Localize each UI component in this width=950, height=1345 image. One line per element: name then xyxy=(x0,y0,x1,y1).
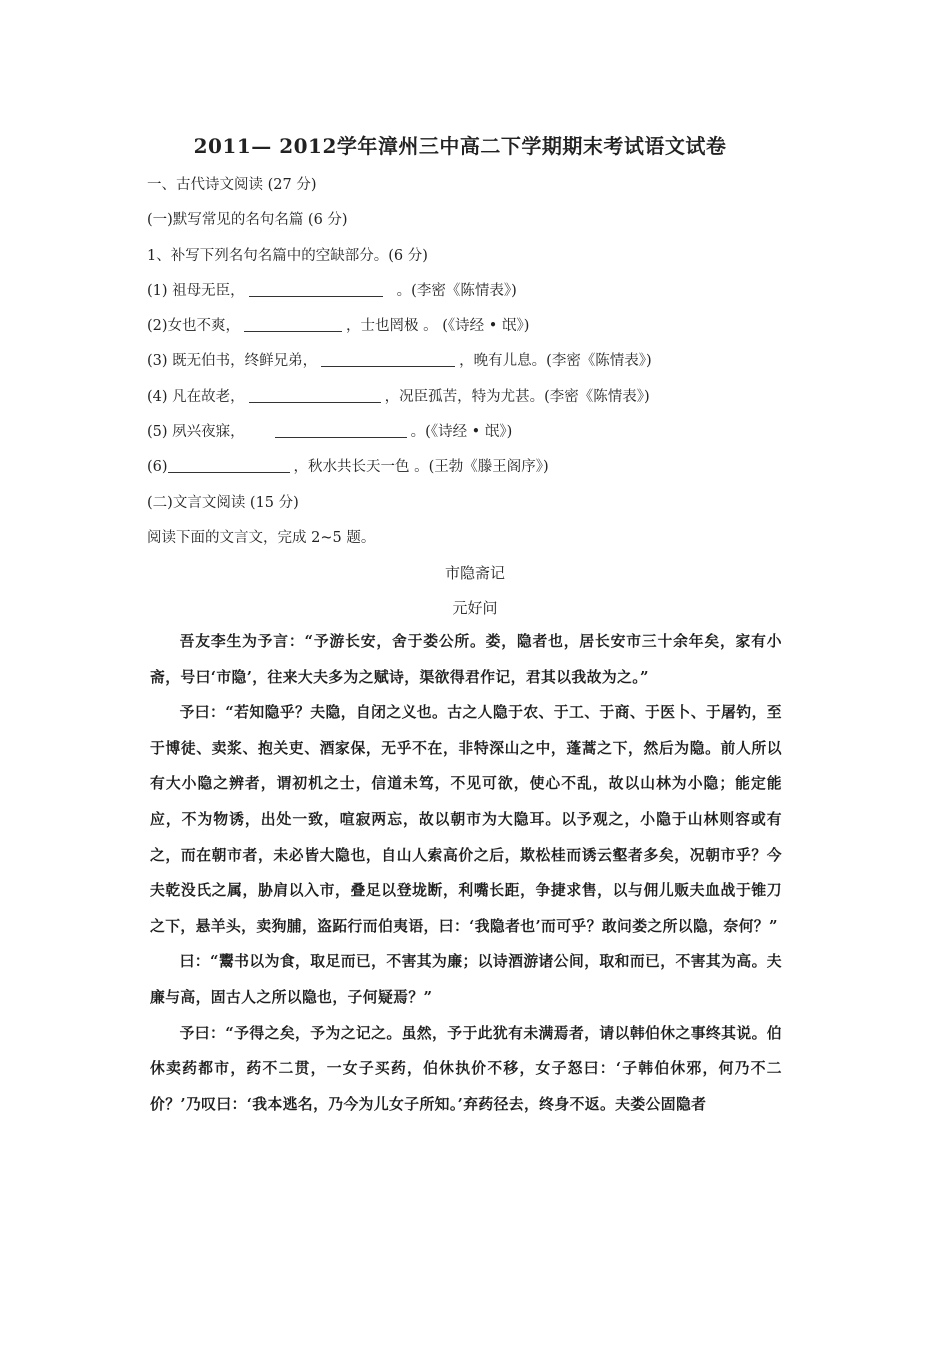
essay-title: 市隐斋记 xyxy=(444,564,505,582)
item-prefix: (5) 夙兴夜寐， xyxy=(147,424,245,440)
reading-instruction: 阅读下面的文言文，完成 2~5 题。 xyxy=(147,530,376,546)
item-prefix: (6) xyxy=(147,459,168,475)
fill-item-2 xyxy=(147,314,529,335)
essay-paragraph: 曰：“鬻书以为食，取足而已，不害其为廉；以诗酒游诸公间，取和而已，不害其为高。夫廉与高，固古人之所以隐也，子何疑焉？” xyxy=(150,953,782,1006)
fill-item-5 xyxy=(147,420,512,441)
fill-item-3 xyxy=(147,349,652,370)
answer-blank[interactable] xyxy=(249,388,381,404)
item-prefix: (2)女也不爽， xyxy=(147,318,241,334)
answer-blank[interactable] xyxy=(275,423,407,439)
item-suffix: ，秋水共长天一色 。(王勃《滕王阁序》) xyxy=(293,459,549,475)
item-suffix: 。(《诗经 • 氓》) xyxy=(410,424,513,440)
answer-blank[interactable] xyxy=(321,352,455,368)
question-1: 1、补写下列名句名篇中的空缺部分。(6 分) xyxy=(147,248,428,264)
fill-item-4 xyxy=(147,385,650,406)
item-suffix: ，士也罔极 。 (《诗经 • 氓》) xyxy=(346,318,530,334)
section-heading: 一、古代诗文阅读 (27 分) xyxy=(147,177,317,193)
item-prefix: (4) 凡在故老， xyxy=(147,389,245,405)
answer-blank[interactable] xyxy=(244,317,342,333)
item-prefix: (1) 祖母无臣， xyxy=(147,283,245,299)
essay-body xyxy=(150,624,782,1122)
essay-paragraph: 予曰：“予得之矣，予为之记之。虽然，予于此犹有未满焉者，请以韩伯休之事终其说。伯休卖药都市，药不二贯，一女子买药，伯休执价不移，女子怒曰：‘子韩伯休邪，何乃不二价？’乃叹曰：‘我本逃名，乃今为儿女子所知。’弃药径去，终身不返。夫娄公固隐者 xyxy=(150,1024,782,1113)
document-title: 2011— 2012学年漳州三中高二下学期期末考试语文试卷 xyxy=(193,134,727,158)
item-suffix: 。(李密《陈情表》) xyxy=(396,283,517,299)
subsection-heading: (二)文言文阅读 (15 分) xyxy=(147,495,299,511)
fill-item-1 xyxy=(147,279,517,300)
item-prefix: (3) 既无伯书，终鲜兄弟， xyxy=(147,353,318,369)
essay-paragraph: 予曰：“若知隐乎？夫隐，自闭之义也。古之人隐于农、于工、于商、于医卜、于屠钓，至于博徒、卖浆、抱关吏、酒家保，无乎不在，非特深山之中，蓬蒿之下，然后为隐。前人所以有大小隐之辨者，谓初机之士，信道未笃，不见可欲，使心不乱，故以山林为小隐；能定能应，不为物诱，出处一致，喧寂两忘，故以朝市为大隐耳。以予观之，小隐于山林则容或有之，而在朝市者，未必皆大隐也，自山人索高价之后，欺松桂而诱云壑者多矣，况朝市乎？今夫乾没氏之属，胁肩以入市，叠足以登垅断，利嘴长距，争捷求售，以与佣儿贩夫血战于锥刀之下，悬羊头，卖狗脯，盗跖行而伯夷语，曰：‘我隐者也’而可乎？敢问娄之所以隐，奈何？” xyxy=(150,704,782,935)
essay-author: 元好问 xyxy=(452,599,498,617)
item-suffix: ，况臣孤苦，特为尤甚。(李密《陈情表》) xyxy=(384,389,650,405)
essay-paragraph: 吾友李生为予言：“予游长安，舍于娄公所。娄，隐者也，居长安市三十余年矣，家有小斋，号曰‘市隐’，往来大夫多为之赋诗，渠欲得君作记，君其以我故为之。” xyxy=(150,633,782,686)
fill-item-6 xyxy=(147,455,549,476)
subsection-heading: (一)默写常见的名句名篇 (6 分) xyxy=(147,212,348,228)
answer-blank[interactable] xyxy=(249,282,383,298)
item-suffix: ，晚有儿息。(李密《陈情表》) xyxy=(459,353,652,369)
answer-blank[interactable] xyxy=(168,458,290,474)
